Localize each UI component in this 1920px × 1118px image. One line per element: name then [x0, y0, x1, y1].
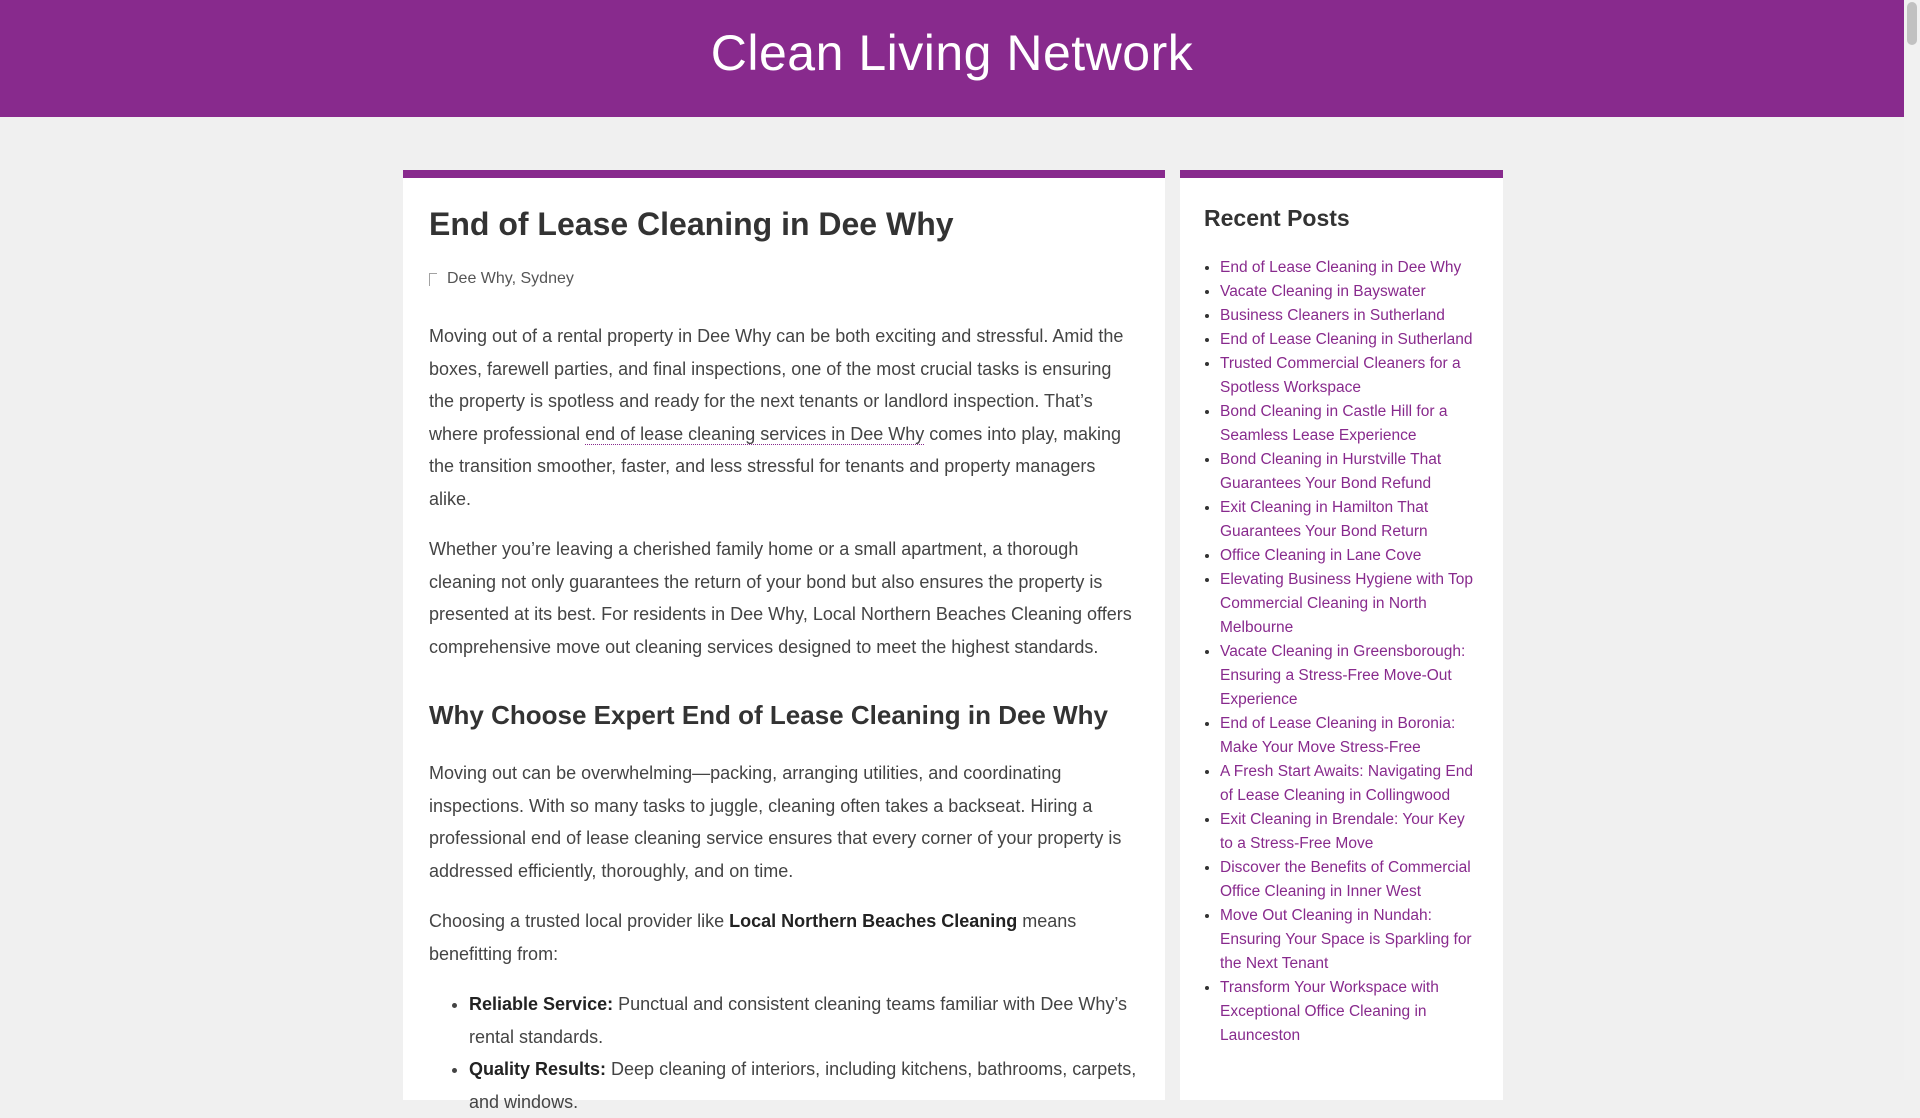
benefit-text: Punctual and consistent cleaning teams familiar with Dee Why’s rental standards.	[469, 994, 1128, 1047]
company-name: Local Northern Beaches Cleaning	[729, 911, 1018, 931]
list-item	[469, 988, 1139, 1053]
recent-post-link[interactable]: Bond Cleaning in Hurstville That Guarantees Your Bond Refund	[1220, 451, 1442, 492]
article-content	[429, 320, 1139, 1118]
list-item	[1220, 448, 1479, 496]
recent-post-link[interactable]: Transform Your Workspace with Exceptional Office Cleaning in Launceston	[1220, 979, 1439, 1044]
recent-post-link[interactable]: Discover the Benefits of Commercial Office Cleaning in Inner West	[1220, 859, 1471, 900]
paragraph-2: Whether you’re leaving a cherished family home or a small apartment, a thorough cleaning not only guarantees the return of your bond but also ensures the property is presented at its best. For residents in Dee Why, Local Northern Beaches Cleaning offers comprehensive move out cleaning services designed to meet the highest standards.	[429, 539, 1132, 657]
recent-post-link[interactable]: End of Lease Cleaning in Dee Why	[1220, 259, 1462, 276]
list-item	[1220, 304, 1479, 328]
list-item	[1220, 400, 1479, 448]
list-item	[1220, 760, 1479, 808]
recent-post-link[interactable]: End of Lease Cleaning in Boronia: Make Your Move Stress-Free	[1220, 715, 1456, 756]
page-scrollbar[interactable]	[1904, 0, 1920, 1080]
paragraph-text: comes into play, making the transition smoother, faster, and less stressful for tenants and property managers alike.	[429, 423, 1122, 509]
folder-icon	[429, 273, 437, 286]
list-item	[1220, 712, 1479, 760]
paragraph-text: Choosing a trusted local provider like	[429, 911, 730, 931]
recent-post-link[interactable]: Elevating Business Hygiene with Top Commercial Cleaning in North Melbourne	[1220, 571, 1474, 636]
list-item	[1220, 904, 1479, 976]
article	[403, 170, 1165, 1112]
list-item	[1220, 280, 1479, 304]
recent-post-link[interactable]: Vacate Cleaning in Bayswater	[1220, 283, 1426, 300]
category-link-sydney[interactable]: Sydney	[520, 270, 574, 287]
list-item	[1220, 544, 1479, 568]
list-item	[1220, 856, 1479, 904]
benefit-text: Deep cleaning of interiors, including kitchens, bathrooms, carpets, and windows.	[469, 1059, 1137, 1112]
benefit-label: Reliable Service:	[469, 994, 614, 1014]
paragraph-intro	[429, 320, 1139, 515]
recent-post-link[interactable]: Exit Cleaning in Hamilton That Guarantees Your Bond Return	[1220, 499, 1429, 540]
site-title-link[interactable]: Clean Living Network	[710, 24, 1194, 81]
list-item	[1220, 568, 1479, 640]
list-item	[1220, 496, 1479, 544]
list-item	[1220, 976, 1479, 1048]
recent-post-link[interactable]: Business Cleaners in Sutherland	[1220, 307, 1445, 324]
paragraph-text: Moving out of a rental property in Dee Why can be both exciting and stressful. Amid the boxes, farewell parties, and final inspections, one of the most crucial tasks is ensuring the property is spotless and ready for the next tenants or landlord inspection. That’s where professional	[429, 326, 1124, 444]
paragraph-3: Moving out can be overwhelming—packing, arranging utilities, and coordinating inspections. With so many tasks to juggle, cleaning often takes a backseat. Hiring a professional end of lease cleaning service ensures that every corner of your property is addressed efficiently, thoroughly, and on time.	[429, 763, 1122, 881]
benefit-label: Quality Results:	[469, 1059, 607, 1079]
sidebar-recent-posts	[1180, 170, 1503, 1100]
benefits-list	[429, 988, 1139, 1118]
recent-post-link[interactable]: End of Lease Cleaning in Sutherland	[1220, 331, 1473, 348]
service-link[interactable]: end of lease cleaning services in Dee Why	[585, 423, 925, 444]
list-item	[1220, 352, 1479, 400]
paragraph-text: means benefitting from:	[429, 911, 1077, 964]
section-heading: Why Choose Expert End of Lease Cleaning in Dee Why	[429, 700, 1108, 730]
list-item	[1220, 256, 1479, 280]
list-item	[1220, 808, 1479, 856]
category-separator: ,	[511, 270, 521, 287]
recent-post-link[interactable]: Bond Cleaning in Castle Hill for a Seamless Lease Experience	[1220, 403, 1448, 444]
site-header	[0, 0, 1904, 117]
list-item	[469, 1053, 1139, 1118]
category-link-dee-why[interactable]: Dee Why	[447, 270, 512, 287]
article-title: End of Lease Cleaning in Dee Why	[429, 206, 954, 242]
recent-posts-list	[1204, 256, 1479, 1048]
article-meta	[429, 270, 1139, 288]
recent-post-link[interactable]: Office Cleaning in Lane Cove	[1220, 547, 1422, 564]
category-list	[447, 270, 574, 288]
widget-title: Recent Posts	[1204, 205, 1350, 231]
recent-post-link[interactable]: Move Out Cleaning in Nundah: Ensuring Your Space is Sparkling for the Next Tenant	[1220, 907, 1472, 972]
list-item	[1220, 328, 1479, 352]
paragraph-4	[429, 905, 1139, 970]
recent-post-link[interactable]: Exit Cleaning in Brendale: Your Key to a Stress-Free Move	[1220, 811, 1465, 852]
recent-post-link[interactable]: Vacate Cleaning in Greensborough: Ensuring a Stress-Free Move-Out Experience	[1220, 643, 1466, 708]
scrollbar-thumb[interactable]	[1907, 2, 1917, 45]
recent-post-link[interactable]: Trusted Commercial Cleaners for a Spotless Workspace	[1220, 355, 1461, 396]
list-item	[1220, 640, 1479, 712]
recent-post-link[interactable]: A Fresh Start Awaits: Navigating End of Lease Cleaning in Collingwood	[1220, 763, 1474, 804]
